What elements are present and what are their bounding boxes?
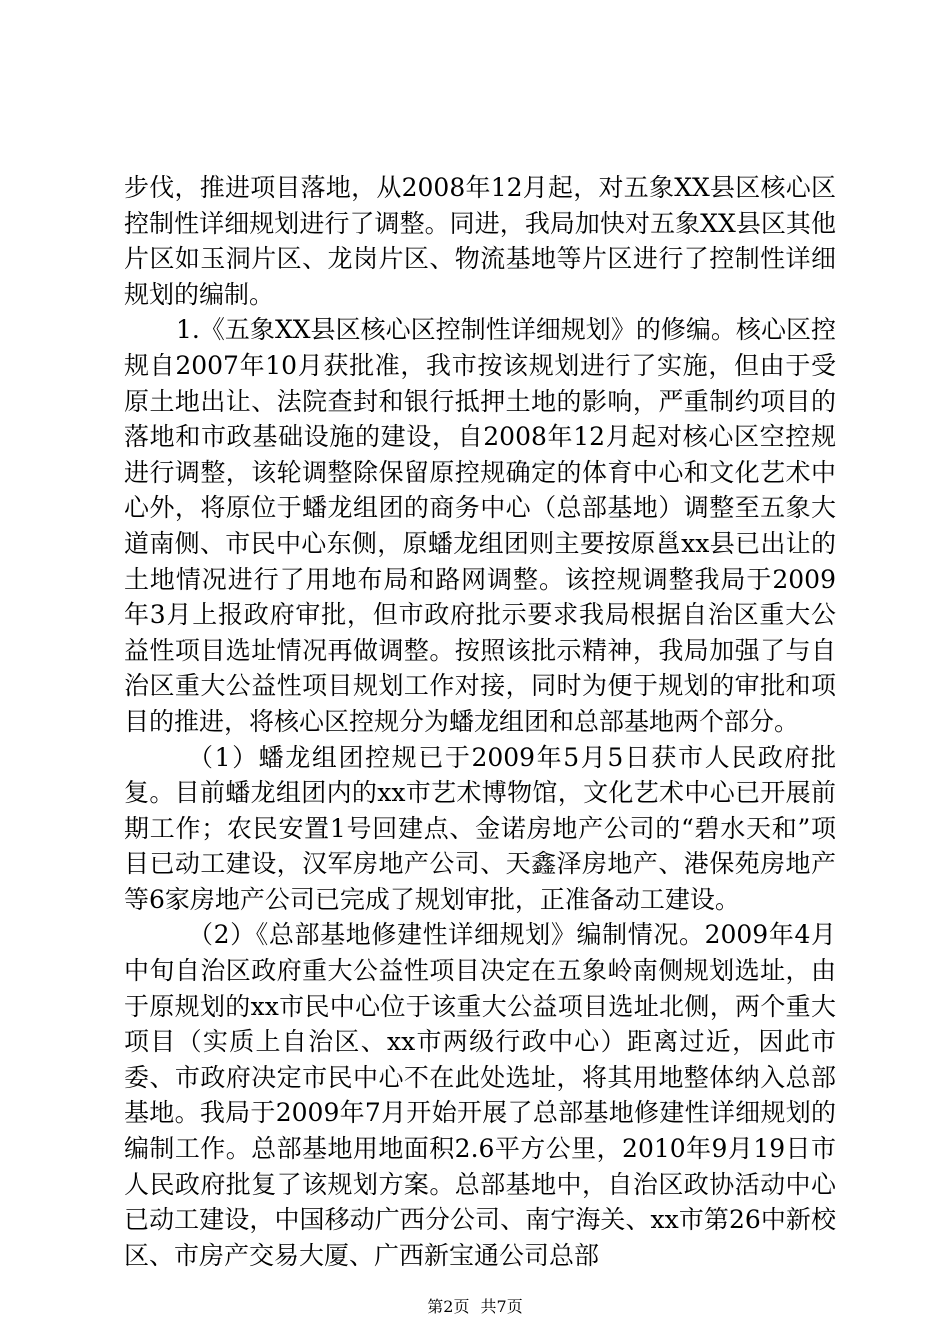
page-number-total: 共7页 — [480, 1297, 523, 1316]
paragraph-item-2: （2）《总部基地修建性详细规划》编制情况。2009年4月中旬自治区政府重大公益性项目决定在五象岭南侧规划选址，由于原规划的xx市民中心位于该重大公益项目选址北侧，两个重大项目（实质上自治区、xx市两级行政中心）距离过近，因此市委、市政府决定市民中心不在此处选址，将其用地整体纳入总部基地。我局于2009年7月开始开展了总部基地修建性详细规划的编制工作。总部基地用地面积2.6平方公里，2010年9月19日市人民政府批复了该规划方案。总部基地中，自治区政协活动中心已动工建设，中国移动广西分公司、南宁海关、xx市第26中新校区、市房产交易大厦、广西新宝通公司总部 — [124, 920, 836, 1270]
paragraph-continuation: 步伐，推进项目落地，从2008年12月起，对五象XX县区核心区控制性详细规划进行了调整。同进，我局加快对五象XX县区其他片区如玉洞片区、龙岗片区、物流基地等片区进行了控制性详细规划的编制。 — [124, 173, 836, 309]
paragraph-section-1: 1.《五象XX县区核心区控制性详细规划》的修编。核心区控规自2007年10月获批准，我市按该规划进行了实施，但由于受原土地出让、法院查封和银行抵押土地的影响，严重制约项目的落地和市政基础设施的建设，自2008年12月起对核心区空控规进行调整，该轮调整除保留原控规确定的体育中心和文化艺术中心外，将原位于蟠龙组团的商务中心（总部基地）调整至五象大道南侧、市民中心东侧，原蟠龙组团则主要按原邕xx县已出让的土地情况进行了用地布局和路网调整。该控规调整我局于2009年3月上报政府审批，但市政府批示要求我局根据自治区重大公益性项目选址情况再做调整。按照该批示精神，我局加强了与自治区重大公益性项目规划工作对接，同时为便于规划的审批和项目的推进，将核心区控规分为蟠龙组团和总部基地两个部分。 — [124, 315, 836, 736]
page-footer — [0, 1297, 950, 1317]
paragraph-item-1: （1）蟠龙组团控规已于2009年5月5日获市人民政府批复。目前蟠龙组团内的xx市艺术博物馆，文化艺术中心已开展前期工作；农民安置1号回建点、金诺房地产公司的“碧水天和”项目已动工建设，汉军房地产公司、天鑫泽房地产、港保苑房地产等6家房地产公司已完成了规划审批，正准备动工建设。 — [124, 742, 836, 914]
page-number-current: 第2页 — [427, 1297, 470, 1316]
document-body — [124, 170, 836, 1273]
